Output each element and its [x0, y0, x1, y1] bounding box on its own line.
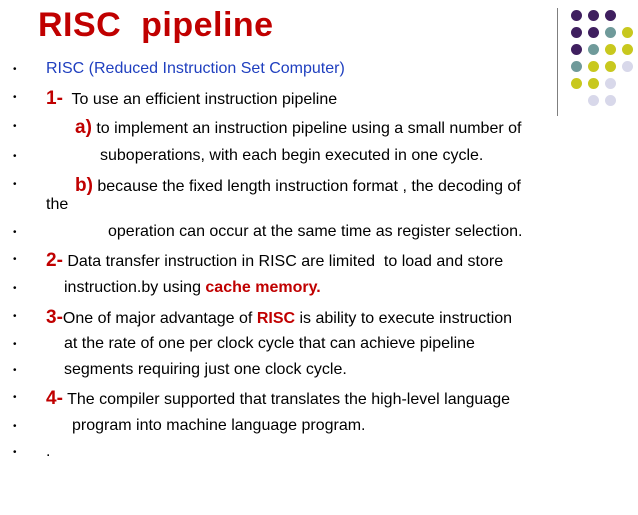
slide-title: RISC pipeline	[38, 6, 274, 44]
highlight-text: cache memory.	[205, 279, 321, 296]
bullet-icon: •	[13, 151, 17, 162]
bullet-icon: •	[13, 283, 17, 294]
list-item-text: suboperations, with each begin executed in one cycle.	[100, 147, 484, 164]
item-number: 3-	[46, 307, 63, 328]
bullet-icon: •	[13, 254, 17, 265]
list-item-text: at the rate of one per clock cycle that can achieve pipeline	[64, 335, 475, 352]
list-item-wrap	[0, 196, 638, 220]
sub-item-label: b)	[75, 175, 93, 196]
list-item-text: The compiler supported that translates the high-level language	[62, 391, 510, 408]
bullet-icon: •	[13, 121, 17, 132]
list-item	[0, 117, 638, 141]
list-item	[0, 335, 638, 359]
bullet-icon: •	[13, 392, 17, 403]
bullet-icon: •	[13, 365, 17, 376]
list-item-text: .	[46, 443, 51, 460]
list-item-text: program into machine language program.	[72, 417, 366, 434]
item-number: 1-	[46, 88, 63, 109]
list-item	[0, 307, 638, 331]
list-item	[0, 147, 638, 171]
list-item	[0, 443, 638, 467]
list-item-text: the	[46, 196, 69, 213]
list-item-text: To use an efficient instruction pipeline	[62, 91, 338, 108]
list-item-text: to implement an instruction pipeline using a small number of	[91, 120, 522, 137]
highlight-text: RISC	[256, 310, 296, 327]
bullet-icon: •	[13, 227, 17, 238]
list-item	[0, 417, 638, 441]
list-item-text: instruction.by using	[64, 279, 206, 296]
sub-item-label: a)	[75, 117, 92, 138]
bullet-icon: •	[13, 311, 17, 322]
list-item-text: because the fixed length instruction format , the decoding of	[92, 178, 521, 195]
list-item	[0, 88, 638, 112]
bullet-icon: •	[13, 64, 17, 75]
item-number: 2-	[46, 250, 63, 271]
list-item	[0, 223, 638, 247]
list-item-text: Data transfer instruction in RISC are limited to load and store	[62, 253, 504, 270]
bullet-icon: •	[13, 92, 17, 103]
list-item	[0, 60, 638, 84]
bullet-icon: •	[13, 179, 17, 190]
bullet-icon: •	[13, 421, 17, 432]
list-item-text: operation can occur at the same time as register selection.	[108, 223, 523, 240]
list-item	[0, 250, 638, 274]
list-item-text: segments requiring just one clock cycle.	[64, 361, 347, 378]
bullet-icon: •	[13, 339, 17, 350]
item-number: 4-	[46, 388, 63, 409]
list-item-text: RISC (Reduced Instruction Set Computer)	[46, 60, 345, 77]
list-item-text: One of major advantage of	[62, 310, 257, 327]
list-item-text: is ability to execute instruction	[295, 310, 513, 327]
list-item	[0, 361, 638, 385]
bullet-icon: •	[13, 447, 17, 458]
list-item	[0, 279, 638, 303]
list-item	[0, 388, 638, 412]
